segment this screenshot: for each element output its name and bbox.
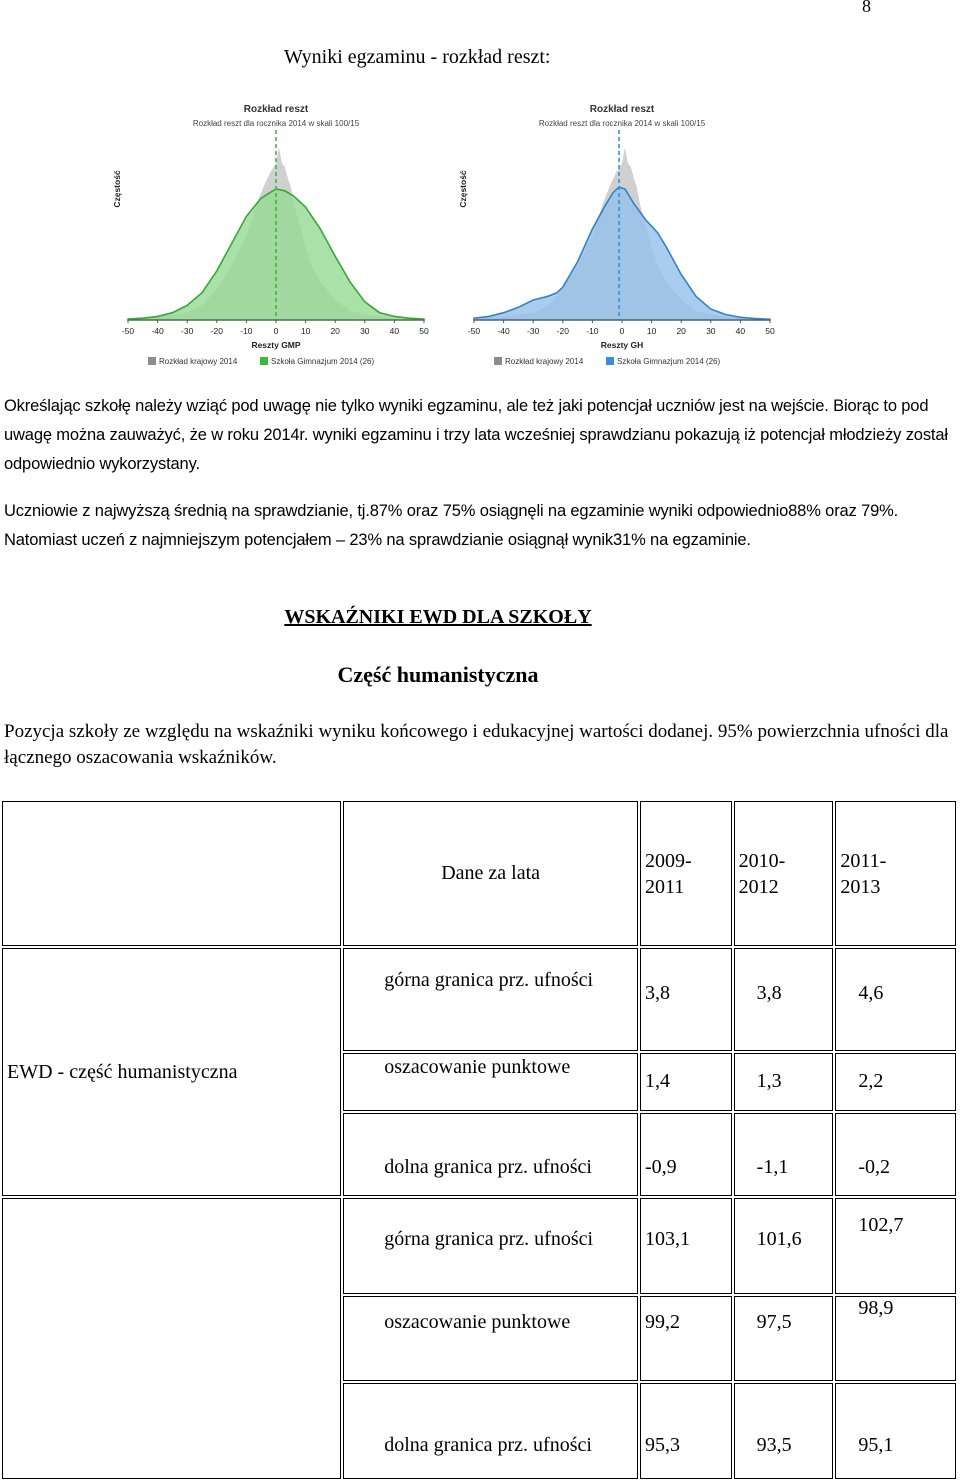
x-tick-label: -10 — [586, 326, 599, 336]
legend-swatch — [148, 357, 156, 365]
table-cell — [734, 1113, 834, 1196]
row-label-text: dolna granica prz. ufności — [384, 1434, 592, 1456]
x-tick-label: -20 — [210, 326, 223, 336]
legend-label: Szkoła Gimnazjum 2014 (26) — [271, 357, 375, 366]
table-cell — [640, 1383, 732, 1479]
table-cell — [734, 1053, 834, 1111]
x-tick-label: -40 — [497, 326, 510, 336]
x-tick-label: -20 — [556, 326, 569, 336]
table-cell — [734, 1296, 834, 1381]
x-tick-label: -30 — [527, 326, 540, 336]
year-start: 2010- — [738, 850, 786, 872]
table-row-label — [343, 948, 638, 1051]
x-tick-label: -50 — [121, 326, 135, 336]
x-tick-label: -40 — [151, 326, 164, 336]
cell-value: 97,5 — [756, 1311, 792, 1333]
table-empty-cell — [2, 1198, 341, 1479]
legend-swatch — [494, 357, 502, 365]
x-tick-label: 20 — [330, 326, 340, 336]
table-cell — [734, 948, 834, 1051]
table-cell — [835, 948, 956, 1051]
cell-value: 2,2 — [858, 1070, 884, 1092]
x-tick-label: 0 — [619, 326, 625, 336]
cell-value: 4,6 — [858, 982, 884, 1004]
table-cell — [734, 1383, 834, 1479]
year-start: 2009- — [644, 850, 692, 872]
part-heading: Część humanistyczna — [337, 662, 539, 687]
cell-value: -0,2 — [858, 1156, 891, 1178]
x-axis-label: Reszty GMP — [251, 340, 301, 350]
x-axis-label: Reszty GH — [600, 340, 644, 350]
cell-value: 93,5 — [756, 1434, 792, 1456]
x-tick-label: 20 — [676, 326, 686, 336]
row-label-text: oszacowanie punktowe — [384, 1056, 571, 1078]
x-tick-label: -50 — [467, 326, 481, 336]
x-tick-label: 0 — [273, 326, 279, 336]
year-end: 2011 — [644, 876, 685, 898]
cell-value: 95,1 — [858, 1434, 894, 1456]
table-row-label — [343, 1198, 638, 1294]
cell-value: 95,3 — [644, 1434, 680, 1456]
table-group-label: EWD - część humanistyczna — [2, 948, 341, 1196]
table-row-label — [343, 1053, 638, 1111]
section-heading: Wyniki egzaminu - rozkład reszt: — [284, 46, 551, 68]
paragraph-students: Uczniowie z najwyższą średnią na sprawdzianie, tj.87% oraz 75% osiągnęli na egzaminie wyniki odpowiednio88% oraz 79%. Natomiast uczeń z najmniejszym potencjałem – 23% na sprawdzianie osiągnął wynik31% na egzaminie. — [4, 502, 899, 549]
table-cell — [835, 1198, 956, 1294]
cell-value: 1,3 — [756, 1070, 782, 1092]
table-year-cell — [835, 801, 956, 946]
table-row-label — [343, 1383, 638, 1479]
cell-value: -1,1 — [756, 1156, 789, 1178]
table-year-cell — [734, 801, 834, 946]
legend-label: Szkoła Gimnazjum 2014 (26) — [617, 357, 721, 366]
row-label-text: górna granica prz. ufności — [384, 1228, 594, 1250]
cell-value: 98,9 — [858, 1297, 894, 1319]
table-year-cell — [640, 801, 732, 946]
chart-residuals-gh — [452, 96, 792, 366]
table-cell — [640, 1053, 732, 1111]
year-end: 2013 — [840, 876, 881, 898]
x-tick-label: -10 — [240, 326, 253, 336]
year-start: 2011- — [840, 850, 887, 872]
table-cell — [835, 1383, 956, 1479]
table-corner-cell — [2, 801, 341, 946]
table-cell — [835, 1053, 956, 1111]
x-tick-label: 10 — [646, 326, 657, 336]
x-tick-label: 40 — [735, 326, 746, 336]
legend-label: Rozkład krajowy 2014 — [505, 357, 584, 366]
x-tick-label: -30 — [181, 326, 194, 336]
x-tick-label: 50 — [419, 326, 429, 336]
cell-value: 103,1 — [644, 1228, 690, 1250]
cell-value: 99,2 — [644, 1311, 680, 1333]
table-cell — [640, 948, 732, 1051]
table-cell — [835, 1296, 956, 1381]
table-cell — [640, 1296, 732, 1381]
cell-value: -0,9 — [644, 1156, 677, 1178]
cell-value: 101,6 — [756, 1228, 802, 1250]
cell-value: 102,7 — [858, 1214, 904, 1236]
table-header-label: Dane za lata — [343, 801, 638, 946]
chart-subtitle: Rozkład reszt dla rocznika 2014 w skali 100/15 — [538, 119, 706, 128]
chart-subtitle: Rozkład reszt dla rocznika 2014 w skali 100/15 — [192, 119, 360, 128]
ewd-heading: WSKAŹNIKI EWD DLA SZKOŁY — [284, 606, 592, 628]
legend-label: Rozkład krajowy 2014 — [159, 357, 238, 366]
table-row-label — [343, 1113, 638, 1196]
row-label-text: dolna granica prz. ufności — [384, 1156, 592, 1178]
y-axis-label: Częstość — [112, 170, 122, 208]
legend-swatch — [606, 357, 614, 365]
cell-value: 3,8 — [756, 982, 782, 1004]
table-cell — [835, 1113, 956, 1196]
x-tick-label: 40 — [389, 326, 400, 336]
row-label-text: oszacowanie punktowe — [384, 1311, 571, 1333]
y-axis-label: Częstość — [458, 170, 468, 208]
table-cell — [640, 1198, 732, 1294]
table-cell — [640, 1113, 732, 1196]
year-end: 2012 — [738, 876, 779, 898]
cell-value: 1,4 — [644, 1070, 670, 1092]
legend-swatch — [260, 357, 268, 365]
row-label-text: górna granica prz. ufności — [384, 969, 594, 991]
table-row-label — [343, 1296, 638, 1381]
x-tick-label: 30 — [360, 326, 370, 336]
chart-title: Rozkład reszt — [243, 104, 309, 115]
chart-title: Rozkład reszt — [589, 104, 655, 115]
page-number: 8 — [862, 0, 871, 16]
x-tick-label: 10 — [300, 326, 311, 336]
table-row — [2, 948, 956, 1051]
intro-paragraph: Pozycja szkoły ze względu na wskaźniki wyniku końcowego i edukacyjnej wartości dodanej. 95% powierzchnia ufności dla łącznego oszacowania wskaźników. — [4, 721, 949, 768]
x-tick-label: 50 — [765, 326, 775, 336]
chart-svg-gmp — [106, 96, 446, 366]
ewd-table — [0, 799, 958, 1481]
table-row — [2, 1198, 956, 1294]
chart-svg-gh — [452, 96, 792, 366]
cell-value: 3,8 — [644, 982, 670, 1004]
table-header-row — [2, 801, 956, 946]
paragraph-potential: Określając szkołę należy wziąć pod uwagę nie tylko wyniki egzaminu, ale też jaki potencjał uczniów jest na wejście. Biorąc to pod uwagę można zauważyć, że w roku 2014r. wyniki egzaminu i trzy lata wcześniej sprawdzianu pokazują iż potencjał młodzieży został odpowiednio wykorzystany. — [4, 397, 948, 473]
table-cell — [734, 1198, 834, 1294]
chart-residuals-gmp — [106, 96, 446, 366]
x-tick-label: 30 — [706, 326, 716, 336]
